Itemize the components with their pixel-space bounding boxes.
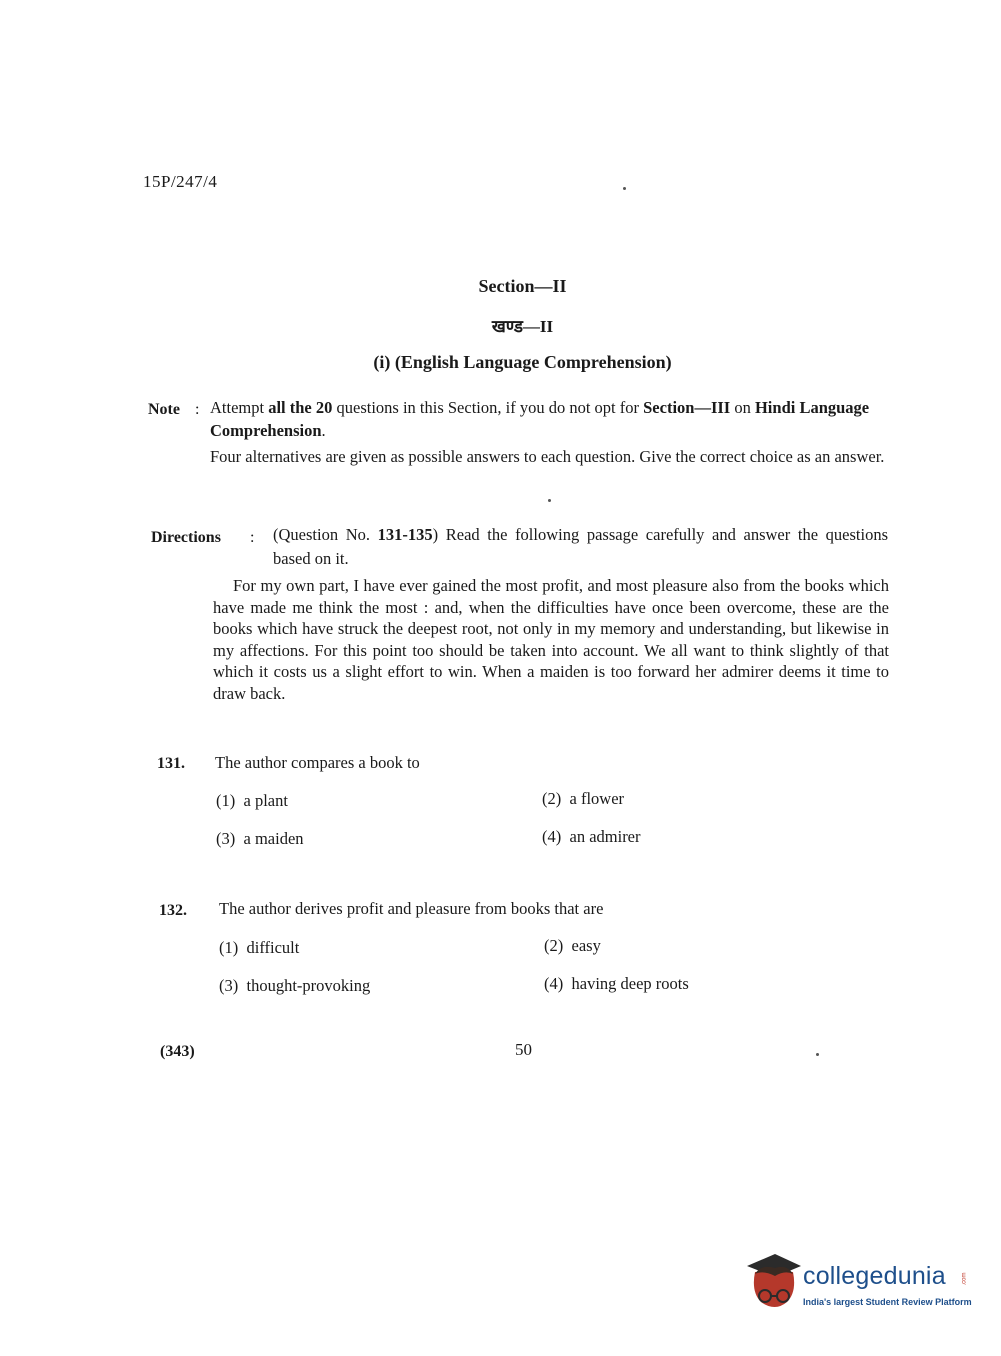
option-number: (3) bbox=[216, 829, 236, 848]
question-number: 131. bbox=[157, 755, 185, 772]
option-text: easy bbox=[571, 936, 601, 955]
paper-code: 15P/247/4 bbox=[143, 172, 218, 191]
brand-tagline: India's largest Student Review Platform bbox=[803, 1297, 972, 1307]
note-text-2: questions in this Section, if you do not opt for bbox=[332, 398, 644, 417]
option-text: difficult bbox=[246, 938, 300, 957]
option-text: a maiden bbox=[243, 829, 304, 848]
note-text-1: Attempt bbox=[210, 398, 269, 417]
directions-text-2: ) Read the following passage carefully and answer the questions based on it. bbox=[273, 525, 888, 568]
scan-speck bbox=[816, 1053, 819, 1056]
brand-domain: .com bbox=[961, 1272, 968, 1286]
option-text: thought-provoking bbox=[246, 976, 371, 995]
option-text: a plant bbox=[243, 791, 288, 810]
option-item bbox=[216, 829, 304, 849]
directions-text bbox=[273, 523, 888, 571]
option-text: having deep roots bbox=[571, 974, 689, 993]
note-text-3: on bbox=[730, 398, 755, 417]
scan-speck bbox=[623, 187, 626, 190]
section-title: Section—II bbox=[478, 276, 567, 296]
option-item bbox=[542, 827, 641, 847]
note-bold-2: Section—III bbox=[643, 398, 731, 417]
note-bold-1: all the 20 bbox=[268, 398, 333, 417]
footer-code: (343) bbox=[160, 1043, 195, 1060]
section-subtitle: (i) (English Language Comprehension) bbox=[373, 352, 672, 372]
brand-name: collegedunia bbox=[803, 1262, 946, 1290]
option-item bbox=[216, 791, 288, 811]
note-paragraph-2: Four alternatives are given as possible answers to each question. Give the correct choice as an answer. bbox=[210, 447, 885, 466]
question-text: The author compares a book to bbox=[215, 753, 420, 772]
option-item bbox=[544, 936, 601, 956]
option-number: (4) bbox=[542, 827, 562, 846]
note-bold-3: Hindi Language Comprehension bbox=[210, 398, 870, 440]
option-number: (1) bbox=[216, 791, 236, 810]
option-number: (1) bbox=[219, 938, 239, 957]
question-number: 132. bbox=[159, 902, 187, 919]
option-text: a flower bbox=[569, 789, 625, 808]
note-text-4: . bbox=[321, 421, 326, 440]
option-number: (2) bbox=[544, 936, 564, 955]
option-item bbox=[219, 976, 370, 996]
option-text: an admirer bbox=[569, 827, 641, 846]
directions-text-1: (Question No. bbox=[273, 525, 378, 544]
directions-label: Directions bbox=[151, 529, 221, 546]
option-item bbox=[544, 974, 689, 994]
option-item bbox=[542, 789, 624, 809]
note-paragraph-1 bbox=[210, 396, 890, 442]
option-item bbox=[219, 938, 299, 958]
option-number: (4) bbox=[544, 974, 564, 993]
section-title-hindi: खण्ड—II bbox=[491, 317, 554, 336]
directions-range: 131-135 bbox=[377, 525, 433, 544]
passage: For my own part, I have ever gained the most profit, and most pleasure also from the books which have made me think the most : and, when the difficulties have once been overcome, these are the books which have struck the deepest root, not only in my memory and understanding, but likewise in my affections. For this point too should be taken into account. We all want to think slightly of that which it costs us a slight effort to win. When a maiden is too forward her admirer deems it time to draw back. bbox=[213, 576, 889, 703]
directions-colon: : bbox=[250, 529, 255, 546]
page-number: 50 bbox=[515, 1040, 532, 1059]
note-colon: : bbox=[195, 401, 200, 418]
scan-speck bbox=[548, 499, 551, 502]
question-text: The author derives profit and pleasure from books that are bbox=[219, 899, 604, 918]
note-label: Note bbox=[148, 401, 180, 418]
option-number: (3) bbox=[219, 976, 239, 995]
option-number: (2) bbox=[542, 789, 562, 808]
